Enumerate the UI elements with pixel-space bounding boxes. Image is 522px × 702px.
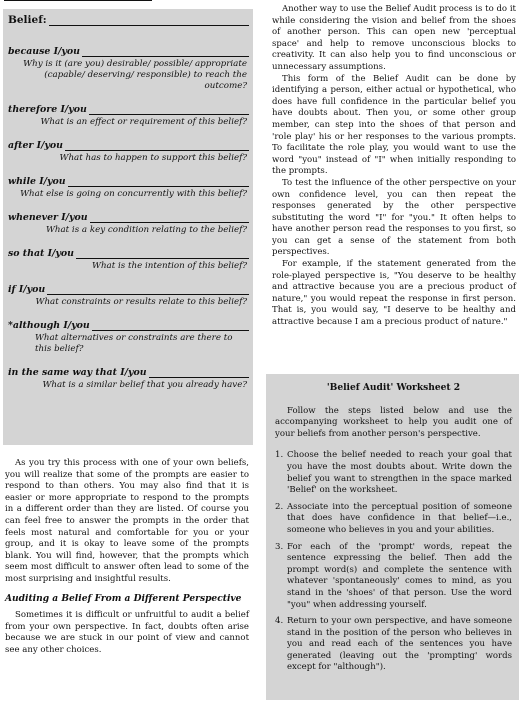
right-paragraph-2: This form of the Belief Audit can be done by identifying a person, either actual or hypothetical, who does have full confidence in the particular belief you have doubts about. Then you, or some other group member, can step into the shoes of that person and 'role play' his or her responses to the various prompts. To facilitate the role play, you would want to use the word "you" instead of "I" when initially responding to the prompts. <box>272 73 516 177</box>
field-keyword: in the same way that I/you <box>8 367 147 378</box>
worksheet-2-title: 'Belief Audit' Worksheet 2 <box>326 382 461 393</box>
step-text: For each of the 'prompt' words, repeat the sentence expressing the belief. Then add the prompt word(s) and complete the sentence with whatever 'spontaneously' comes to mind, as you stand in the 'shoes' of that person. Use the word "you" when addressing yourself. <box>287 541 512 610</box>
answer-line[interactable] <box>149 367 249 378</box>
field-keyword: so that I/you <box>8 248 74 259</box>
answer-line[interactable] <box>65 140 249 151</box>
step-item <box>275 502 512 537</box>
field-row <box>8 248 249 259</box>
section-heading: Auditing a Belief From a Different Perspective <box>5 592 242 604</box>
field-keyword: therefore I/you <box>8 104 87 115</box>
field-keyword: Belief: <box>8 14 47 26</box>
worksheet-field <box>8 284 249 308</box>
field-keyword: *although I/you <box>8 320 90 331</box>
section-paragraph: Sometimes it is difficult or unfruitful to audit a belief from your own perspective. In fact, doubts often arise because we are stuck in our point of view and cannot see any other choices. <box>5 610 249 655</box>
right-paragraph-1: Another way to use the Belief Audit process is to do it while considering the vision and belief from the shoes of another person. This can open new 'perceptual space' and help to remove unconscious blocks to creativity. It can also help you to find unconscious or unnecessary assumptions. <box>272 4 516 72</box>
step-number: 2. <box>275 501 284 512</box>
left-paragraph: As you try this process with one of your own beliefs, you will realize that some of the prompts are easier to respond to than others. You may also find that it is easier or more appropriate to respond to the prompts in a different order than they are listed. Of course you can feel free to answer the prompts in the order that feels most natural and comfortable for you or your group, and it is okay to leave some of the prompts blank. You will find, however, that the prompts which seem most difficult to answer often lead to some of the most surprising and insightful results. <box>5 458 249 584</box>
field-prompt: What constraints or results relate to this belief? <box>35 297 247 307</box>
answer-line[interactable] <box>89 104 249 115</box>
worksheet-field <box>8 367 249 391</box>
answer-line[interactable] <box>49 15 249 26</box>
field-prompt: Why is it (are you) desirable/ possible/ appropriate (capable/ deserving/ responsible) to reach the outcome? <box>23 59 247 91</box>
step-text: Choose the belief needed to reach your goal that you have the most doubts about. Write down the belief you want to strengthen in the space marked 'Belief' on the worksheet. <box>287 450 512 496</box>
field-row <box>8 212 249 223</box>
field-prompt: What is a similar belief that you already have? <box>42 380 247 390</box>
right-paragraph-3: To test the influence of the other perspective on your own confidence level, you can then repeat the responses generated by the other perspective substituting the word "I" for "you." It often helps to have another person read the responses to you first, so you can get a sense of the statement from both perspectives. <box>272 177 516 258</box>
step-number: 4. <box>275 616 284 627</box>
step-item <box>275 616 512 674</box>
field-prompt: What alternatives or constraints are there to this belief? <box>35 333 233 354</box>
worksheet-field <box>8 212 249 236</box>
right-paragraph-4: For example, if the statement generated from the role-played perspective is, "You deserve to be healthy and attractive because you are a precious product of nature," you would repeat the response in first person. That is, you would say, "I deserve to be healthy and attractive because I am a precious product of nature." <box>272 259 516 328</box>
field-prompt: What else is going on concurrently with this belief? <box>20 189 247 199</box>
field-row <box>8 140 249 151</box>
worksheet-field <box>8 46 249 92</box>
step-text: Return to your own perspective, and have someone stand in the position of the person who believes in you and read each of the sentences you have generated (leaving out the 'prompting' words except for "although"). <box>287 616 512 673</box>
field-row <box>8 46 249 57</box>
top-rule <box>4 0 152 1</box>
field-keyword: while I/you <box>8 176 66 187</box>
step-item <box>275 450 512 496</box>
worksheet-2-intro: Follow the steps listed below and use the accompanying worksheet to help you audit one of your beliefs from another person's perspective. <box>275 405 512 439</box>
field-row <box>8 14 249 26</box>
field-keyword: because I/you <box>8 46 80 57</box>
field-row <box>8 104 249 115</box>
left-column <box>5 458 249 657</box>
answer-line[interactable] <box>90 212 249 223</box>
field-row <box>8 176 249 187</box>
belief-audit-worksheet-panel <box>3 9 253 445</box>
field-prompt: What is a key condition relating to the belief? <box>45 225 247 235</box>
field-prompt: What has to happen to support this belief? <box>59 153 247 163</box>
answer-line[interactable] <box>76 248 249 259</box>
field-keyword: whenever I/you <box>8 212 88 223</box>
field-prompt: What is the intention of this belief? <box>92 261 247 271</box>
worksheet-field <box>8 14 249 26</box>
worksheet-field <box>8 320 249 355</box>
step-item <box>275 542 512 612</box>
answer-line[interactable] <box>68 176 249 187</box>
worksheet-field <box>8 248 249 272</box>
right-column <box>272 4 516 329</box>
field-row <box>8 284 249 295</box>
answer-line[interactable] <box>82 46 249 57</box>
step-number: 3. <box>275 541 284 552</box>
answer-line[interactable] <box>92 320 249 331</box>
field-prompt: What is an effect or requirement of this belief? <box>40 117 247 127</box>
worksheet-field <box>8 176 249 200</box>
worksheet-2-panel <box>266 374 519 700</box>
worksheet-field <box>8 140 249 164</box>
field-row <box>8 320 249 331</box>
step-number: 1. <box>275 450 284 461</box>
field-keyword: if I/you <box>8 284 46 295</box>
worksheet-2-steps <box>275 450 512 674</box>
worksheet-field <box>8 104 249 128</box>
field-row <box>8 367 249 378</box>
answer-line[interactable] <box>47 284 249 295</box>
step-text: Associate into the perceptual position of someone that does have confidence in that belief—i.e., someone who believes in you and your abilities. <box>287 501 512 535</box>
field-keyword: after I/you <box>8 140 63 151</box>
